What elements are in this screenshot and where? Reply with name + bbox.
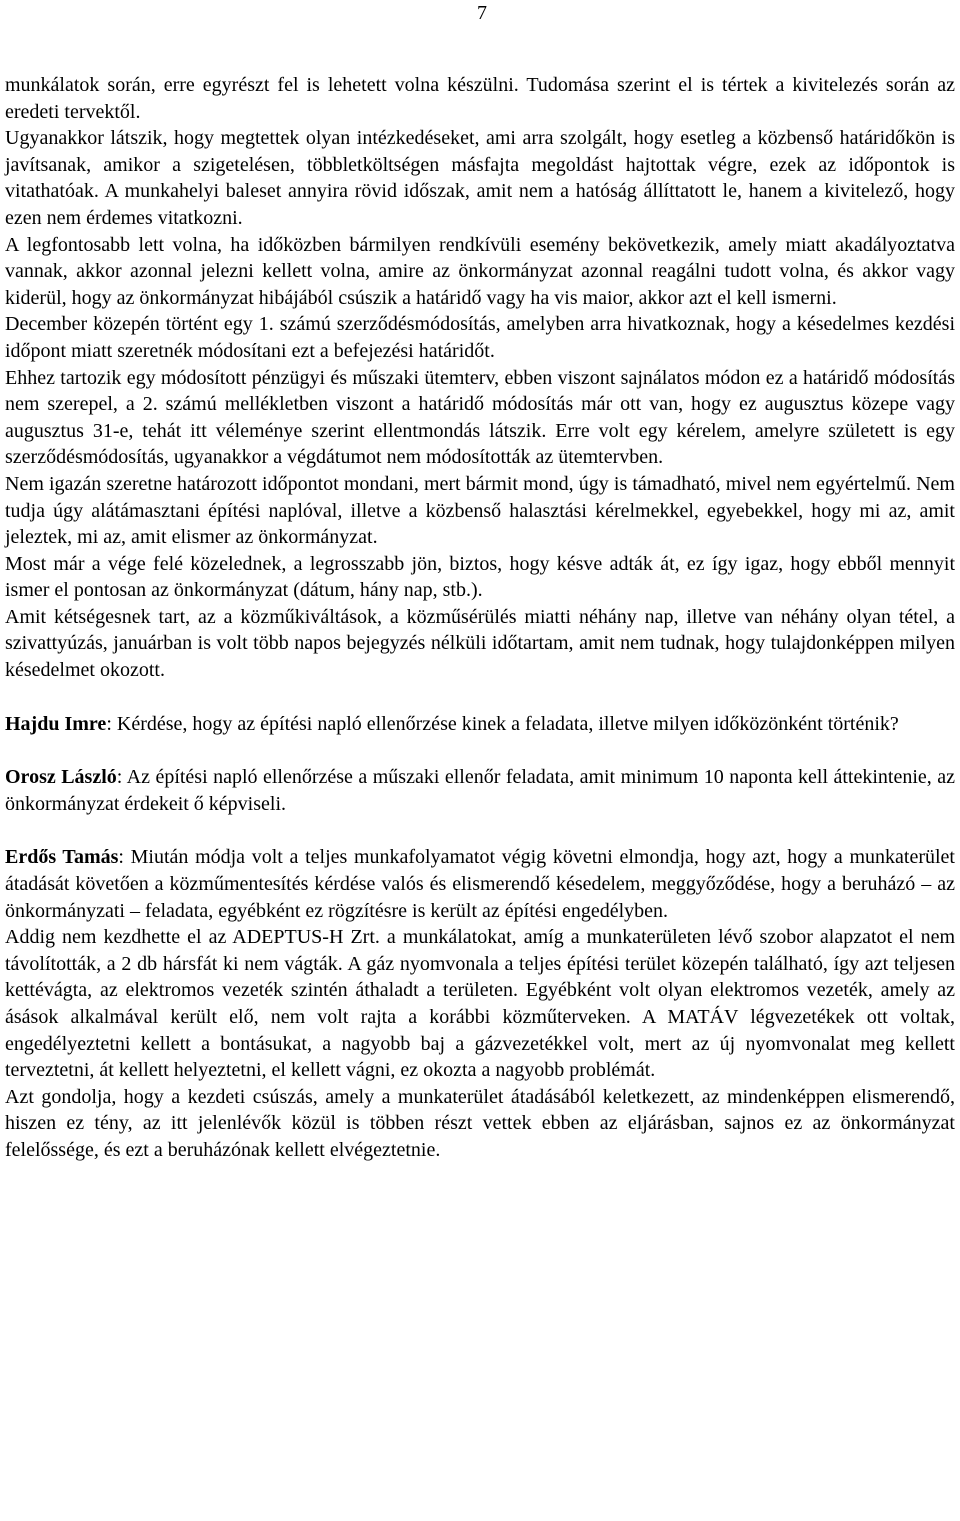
speaker-paragraph-hajdu bbox=[5, 711, 955, 738]
speaker-text: : Kérdése, hogy az építési napló ellenőrzése kinek a feladata, illetve milyen időközönként történik? bbox=[106, 712, 899, 735]
paragraph: Azt gondolja, hogy a kezdeti csúszás, amely a munkaterület átadásából keletkezett, az mindenképpen elismerendő, hiszen ez tény, az itt jelenlévők közül is többen részt vettek ebben az eljárásban, sajnos ez az önkormányzat felelőssége, és ezt a beruházónak kellett elvégeztetnie. bbox=[5, 1085, 955, 1161]
speaker-text: : Miután módja volt a teljes munkafolyamatot végig követni elmondja, hogy azt, hogy a munkaterület átadását követően a közműmentesítés kérdése valós és elismerendő késedelem, meggyőződése, hogy a beruházó – az önkormányzati – feladata, egyébként ez rögzítésre is került az építési engedélyben. bbox=[5, 846, 955, 922]
spacer bbox=[5, 684, 955, 711]
paragraph: munkálatok során, erre egyrészt fel is lehetett volna készülni. Tudomása szerint el is tértek a kivitelezés során az eredeti tervektől. bbox=[5, 74, 955, 123]
paragraph: Nem igazán szeretne határozott időpontot mondani, mert bármit mond, úgy is támadható, mivel nem egyértelmű. Nem tudja úgy alátámasztani építési naplóval, illetve a közbenső halasztási kérelmekkel, egyebekkel, hogy mi az, amit jeleztek, mi az, amit elismer az önkormányzat. bbox=[5, 472, 955, 549]
paragraph: December közepén történt egy 1. számú szerződésmódosítás, amelyben arra hivatkoznak, hogy a késedelmes kezdési időpont miatt szeretnék módosítani ezt a befejezési határidőt. bbox=[5, 313, 955, 362]
spacer bbox=[5, 817, 955, 844]
paragraph: Addig nem kezdhette el az ADEPTUS-H Zrt. a munkálatokat, amíg a munkaterületen lévő szobor alapzatot el nem távolították, a 2 db hársfát ki nem vágták. A gáz nyomvonala a teljes építési terület közepén található, így azt teljesen kettévágta, az elektromos vezeték szintén áthaladt a területen. Egyébként volt olyan elektromos vezeték, amely az ásások alkalmával került elő, nem volt rajta a korábbi közműterveken. A MATÁV légvezetékek ott voltak, engedélyeztetni kellett a bontásukat, a nagyobb baj a gázvezetékkel volt, mert az új nyomvonalat meg kellett terveztetni, át kellett helyeztetni, el kellett vágni, ez okozta a nagyobb problémát. bbox=[5, 926, 955, 1082]
speaker-paragraph-orosz bbox=[5, 764, 955, 817]
page-number: 7 bbox=[477, 2, 487, 24]
speaker-name: Hajdu Imre bbox=[5, 712, 107, 735]
paragraph: Ugyanakkor látszik, hogy megtettek olyan intézkedéseket, ami arra szolgált, hogy esetleg a közbenső határidőkön is javítsanak, amikor a szigetelésen, többletköltségen másfajta megoldást hajtottak végre, ezek az időpontok is vitathatóak. A munkahelyi baleset annyira rövid időszak, amit nem a hatóság állíttatott le, hanem a kivitelező, hogy ezen nem érdemes vitatkozni. bbox=[5, 127, 955, 229]
speaker-paragraph-erdos bbox=[5, 844, 955, 924]
spacer bbox=[5, 737, 955, 764]
paragraph: A legfontosabb lett volna, ha időközben bármilyen rendkívüli esemény bekövetkezik, amely miatt akadályoztatva vannak, akkor azonnal jelezni kellett volna, amire az önkormányzat azonnal reagálni tudott volna, és akkor vagy kiderül, hogy az önkormányzat hibájából csúszik a határidő vagy ha vis maior, akkor azt el kell ismerni. bbox=[5, 233, 955, 309]
speaker-name: Orosz László bbox=[5, 766, 117, 789]
paragraph: Most már a vége felé közelednek, a legrosszabb jön, biztos, hogy késve adták át, ez így igaz, hogy ebből mennyit ismer el pontosan az önkormányzat (dátum, hány nap, stb.). bbox=[5, 552, 955, 602]
speaker-text: : Az építési napló ellenőrzése a műszaki ellenőr feladata, amit minimum 10 naponta kell áttekintenie, az önkormányzat érdekeit ő képviseli. bbox=[5, 766, 955, 815]
paragraph: Amit kétségesnek tart, az a közműkiváltások, a közműsérülés miatti néhány nap, illetve van néhány olyan tétel, a szivattyúzás, januárban is volt több napos bejegyzés nélküli időtartam, amit nem tudnak, hogy tulajdonképpen milyen késedelmet okozott. bbox=[5, 605, 955, 682]
body-text bbox=[5, 72, 955, 1164]
speaker-name: Erdős Tamás bbox=[5, 846, 119, 869]
paragraph: Ehhez tartozik egy módosított pénzügyi és műszaki ütemterv, ebben viszont sajnálatos módon ez a határidő módosítás nem szerepel, a 2. számú mellékletben viszont a határidő módosítás már ott van, hogy ez augusztus közepe vagy augusztus 31-e, tehát itt véleménye szerint ellentmondás látszik. Erre volt egy kérelem, amelyre született is egy szerződésmódosítás, ugyanakkor a végdátumot nem módosították az ütemtervben. bbox=[5, 366, 955, 469]
